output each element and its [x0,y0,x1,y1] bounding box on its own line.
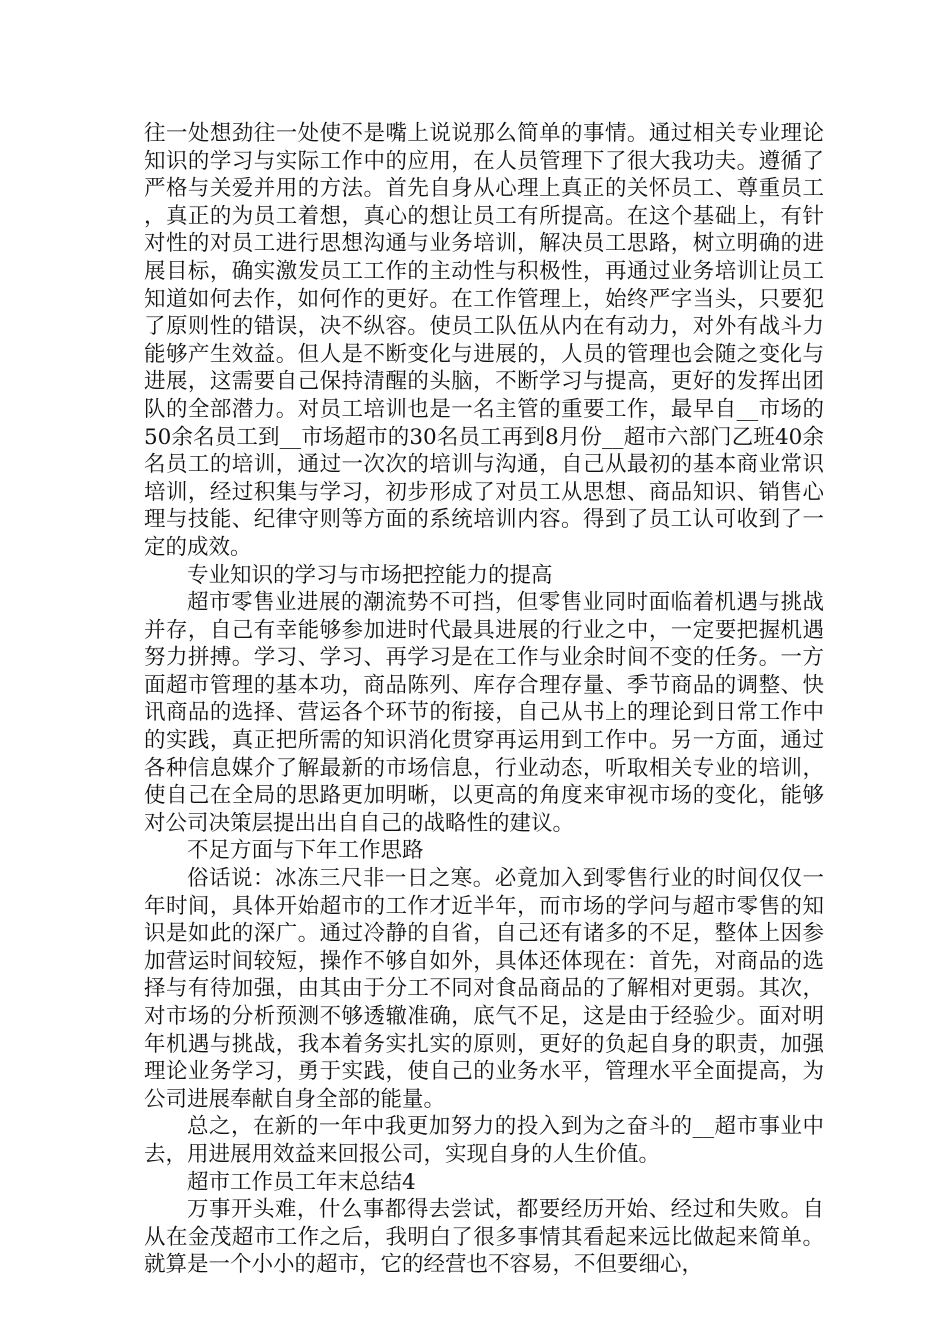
body-paragraph: 俗话说：冰冻三尺非一日之寒。必竟加入到零售行业的时间仅仅一年时间，具体开始超市的工作才近半年，而市场的学问与超市零售的知识是如此的深广。通过冷静的自省，自己还有诸多的不足，整体上因参加营运时间较短，操作不够自如外，具体还体现在：首先，对商品的选择与有待加强，由其由于分工不同对食品商品的了解相对更弱。其次，对市场的分析预测不够透辙准确，底气不足，这是由于经验少。面对明年机遇与挑战，我本着务实扎实的原则，更好的负起自身的职责，加强理论业务学习，勇于实践，使自己的业务水平，管理水平全面提高，为公司进展奉献自身全部的能量。 [144,866,824,1112]
document-page [144,120,824,1279]
section-heading: 专业知识的学习与市场把控能力的提高 [187,562,553,588]
body-paragraph: 万事开头难，什么事都得去尝试，都要经历开始、经过和失败。自从在金茂超市工作之后，我明白了很多事情其看起来远比做起来简单。就算是一个小小的超市，它的经营也不容易，不但要细心， [144,1197,824,1278]
body-paragraph: 总之，在新的一年中我更加努力的投入到为之奋斗的__超市事业中去，用进展用效益来回报公司，实现自身的人生价值。 [144,1114,824,1167]
body-paragraph: 往一处想劲往一处使不是嘴上说说那么简单的事情。通过相关专业理论知识的学习与实际工作中的应用，在人员管理下了很大我功夫。遵循了严格与关爱并用的方法。首先自身从心理上真正的关怀员工、尊重员工，真正的为员工着想，真心的想让员工有所提高。在这个基础上，有针对性的对员工进行思想沟通与业务培训，解决员工思路，树立明确的进展目标，确实激发员工工作的主动性与积极性，再通过业务培训让员工知道如何去作，如何作的更好。在工作管理上，始终严字当头，只要犯了原则性的错误，决不纵容。使员工队伍从内在有动力，对外有战斗力能够产生效益。但人是不断变化与进展的，人员的管理也会随之变化与进展，这需要自己保持清醒的头脑，不断学习与提高，更好的发挥出团队的全部潜力。对员工培训也是一名主管的重要工作，最早自__市场的50余名员工到__市场超市的30名员工再到8月份__超市六部门乙班40余名员工的培训，通过一次次的培训与沟通，自己从最初的基本商业常识培训，经过积集与学习，初步形成了对员工从思想、商品知识、销售心理与技能、纪律守则等方面的系统培训内容。得到了员工认可收到了一定的成效。 [144,121,824,560]
section-heading: 不足方面与下年工作思路 [187,838,424,864]
section-heading: 超市工作员工年末总结4 [187,1169,416,1195]
body-paragraph: 超市零售业进展的潮流势不可挡，但零售业同时面临着机遇与挑战并存，自己有幸能够参加进时代最具进展的行业之中，一定要把握机遇努力拼搏。学习、学习、再学习是在工作与业余时间不变的任务。一方面超市管理的基本功，商品陈列、库存合理存量、季节商品的调整、快讯商品的选择、营运各个环节的衔接，自己从书上的理论到日常工作中的实践，真正把所需的知识消化贯穿再运用到工作中。另一方面，通过各种信息媒介了解最新的市场信息，行业动态，听取相关专业的培训，使自己在全局的思路更加明晰，以更高的角度来审视市场的变化，能够对公司决策层提出出自自己的战略性的建议。 [144,590,824,836]
